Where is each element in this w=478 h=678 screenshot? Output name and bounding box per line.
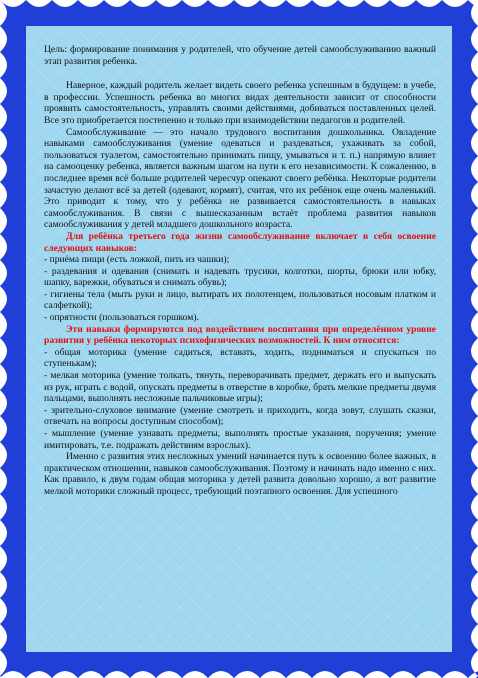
heading-abilities: Эти навыки формируются под воздействием воспитания при определённом уровне развития у ребёнка некоторых психофизических возможностей. К ним относятся: <box>44 323 436 347</box>
list-item: - мелкая моторика (умение толкать, тянуть, переворачивать предмет, держать его и выпускать из рук, играть с водой, опускать предметы в отверстие в коробке, брать мелкие предметы двумя пальцами, выполнять несложные пальчиковые игры); <box>44 370 436 405</box>
list-item: - раздевания и одевания (снимать и надевать трусики, колготки, шорты, брюки или юбку, шапку, варежки, обуваться и снимать обувь); <box>44 265 436 289</box>
heading-skills: Для ребёнка третьего года жизни самообслуживание включает в себя освоение следующих навыков: <box>44 230 436 254</box>
list-item: - мышление (умение узнавать предметы, выполнять простые указания, поручения; умение имитировать, т.е. подражать действиям взрослых). <box>44 428 436 451</box>
paragraph-intro: Наверное, каждый родитель желает видеть своего ребенка успешным в будущем: в учебе, в профессии. Успешность ребенка во многих видах деятельности зависит от способности проявить самостоятельность, управлять своими действиями, добиваться поставленных целей. Все это приобретается постепенно и только при взаимодействии педагогов и родителей. <box>44 80 436 126</box>
list-item: - зрительно-слуховое внимание (умение смотреть и приходить, когда зовут, слушать сказки, отвечать на вопросы доступным способом); <box>44 404 436 428</box>
document-body <box>44 44 436 644</box>
paragraph-self-service: Самообслуживание — это начало трудового воспитания дошкольника. Овладение навыками самообслуживания (умение одеваться и раздеваться, ухаживать за собой, пользоваться туалетом, самостоятельно принимать пищу, умываться и т. п.) напрямую влияет на самооценку ребенка, является важным шагом на пути к его независимости. К сожалению, в последнее время всё больше родителей чересчур опекают своего ребёнка. Некоторые родители зачастую делают всё за детей (одевают, кормят), считая, что их ребёнок еще очень маленький. Это приводит к тому, что у ребёнка не развивается самостоятельность в навыках самообслуживания. В связи с вышесказанным встаёт проблема развития навыков самообслуживания у детей младшего дошкольного возраста. <box>44 126 436 231</box>
list-item: - опрятности (пользоваться горшком). <box>44 312 199 324</box>
paragraph-conclusion: Именно с развития этих несложных умений начинается путь к освоению более важных, в практическом отношении, навыков самообслуживания. Поэтому и начинать надо именно с них. Как правило, к двум годам общая моторика у детей развита довольно хорошо, а вот развитие мелкой моторики сложный процесс, требующий поэтапного освоения. Для успешного <box>44 451 436 497</box>
list-item: - общая моторика (умение садиться, вставать, ходить, подниматься и спускаться по ступенькам); <box>44 346 436 370</box>
list-item: - гигиены тела (мыть руки и лицо, вытирать их полотенцем, пользоваться носовым платком и салфеткой); <box>44 288 436 312</box>
list-item: - приёма пищи (есть ложкой, пить из чашки); <box>44 254 230 266</box>
goal-paragraph: Цель: формирование понимания у родителей, что обучение детей самообслуживанию важный этап развития ребенка. <box>44 44 436 67</box>
